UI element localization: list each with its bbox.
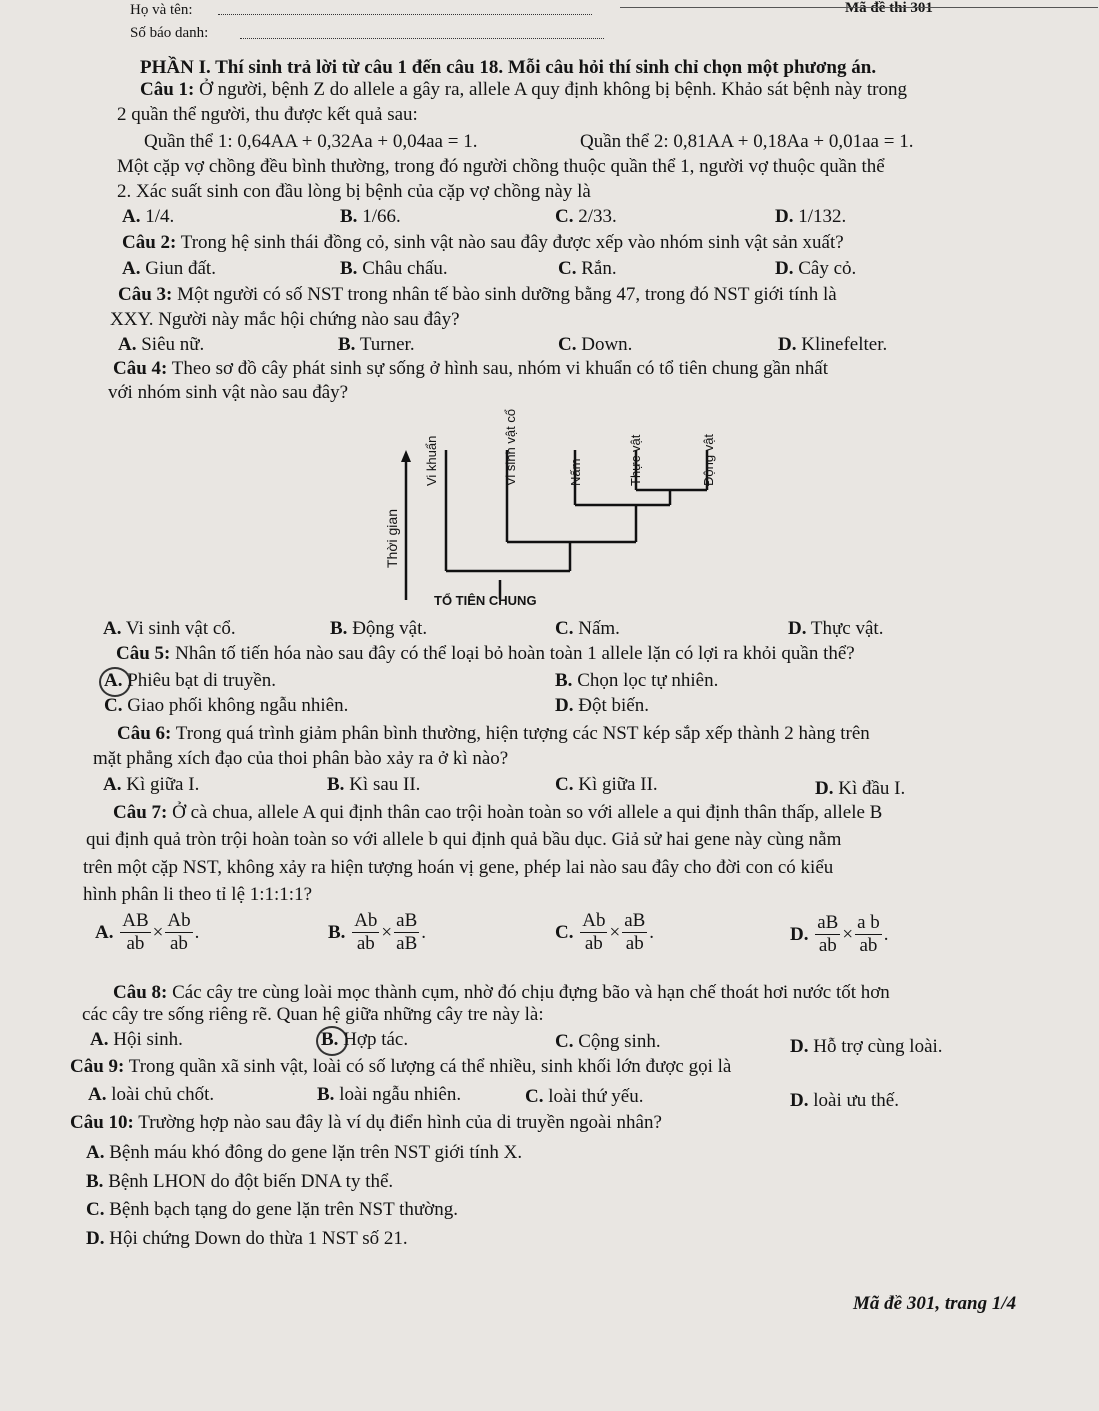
q9-option-a[interactable]: A. loài chủ chốt. — [88, 1084, 215, 1105]
q10-option-d[interactable]: D. Hội chứng Down do thừa 1 NST số 21. — [86, 1228, 408, 1249]
q4-option-d[interactable]: D. Thực vật. — [788, 618, 884, 639]
taxon-animals: Động vật — [701, 433, 716, 486]
q5-line1: Câu 5: Nhân tố tiến hóa nào sau đây có thể loại bỏ hoàn toàn 1 allele lặn có lợi ra khỏi quần thể? — [116, 643, 855, 664]
q7-option-c[interactable]: C. $\frac{Ab}{ab}$ × $\frac{aB}{ab}$ . — [555, 910, 655, 954]
q2-option-a[interactable]: A. Giun đất. — [122, 258, 216, 279]
page-footer: Mã đề 301, trang 1/4 — [853, 1293, 1017, 1314]
q10-option-c[interactable]: C. Bệnh bạch tạng do gene lặn trên NST thường. — [86, 1199, 458, 1220]
q1-option-c[interactable]: C. 2/33. — [555, 206, 617, 227]
q10-option-a[interactable]: A. Bệnh máu khó đông do gene lặn trên NST giới tính X. — [86, 1142, 523, 1163]
taxon-bacteria: Vi khuẩn — [424, 435, 439, 486]
q7-option-d[interactable]: D. $\frac{aB}{ab}$ × $\frac{\text{a b}}{ab}$ . — [790, 912, 889, 956]
q7-line1: Câu 7: Ở cà chua, allele A qui định thân cao trội hoàn toàn so với allele a qui định thân thấp, allele B — [113, 802, 883, 823]
q7-a-frac2: $\frac{Ab}{ab}$ — [167, 910, 191, 954]
time-axis-label: Thời gian — [384, 509, 400, 568]
q9-line1: Câu 9: Trong quần xã sinh vật, loài có số lượng cá thể nhiều, sinh khối lớn được gọi là — [70, 1056, 732, 1077]
q1-line4: 2. Xác suất sinh con đầu lòng bị bệnh của cặp vợ chồng này là — [117, 181, 591, 202]
q3-option-d[interactable]: D. Klinefelter. — [778, 334, 888, 355]
q1-option-d[interactable]: D. 1/132. — [775, 206, 847, 227]
q3-option-c[interactable]: C. Down. — [558, 334, 633, 355]
q3-option-a[interactable]: A. Siêu nữ. — [118, 334, 205, 355]
q1-option-a[interactable]: A. 1/4. — [122, 206, 175, 227]
q7-line4: hình phân li theo tỉ lệ 1:1:1:1? — [83, 884, 313, 905]
q7-d-frac2: $\frac{\text{a b}}{ab}$ — [857, 912, 880, 956]
q6-line2: mặt phẳng xích đạo của thoi phân bào xảy ra ở kì nào? — [93, 748, 509, 769]
q1-line2: 2 quần thể người, thu được kết quả sau: — [117, 104, 418, 125]
q9-option-d[interactable]: D. loài ưu thế. — [790, 1090, 899, 1111]
q7-c-frac1: $\frac{Ab}{ab}$ — [582, 910, 606, 954]
q6-option-b[interactable]: B. Kì sau II. — [327, 774, 421, 795]
q3-line1: Câu 3: Một người có số NST trong nhân tế bào sinh dưỡng bằng 47, trong đó NST giới tính là — [118, 284, 837, 305]
q7-option-a[interactable]: A. $\frac{AB}{ab}$ × $\frac{Ab}{ab}$ . — [95, 910, 200, 954]
q6-option-d[interactable]: D. Kì đầu I. — [815, 778, 906, 799]
q5-option-c[interactable]: C. Giao phối không ngẫu nhiên. — [104, 695, 349, 716]
id-label: Số báo danh: — [130, 25, 209, 41]
q8-option-b[interactable]: B. Hợp tác. — [321, 1029, 409, 1050]
time-axis-arrow — [401, 450, 411, 462]
q7-b-frac2: $\frac{aB}{aB}$ — [396, 910, 418, 954]
q5-option-b[interactable]: B. Chọn lọc tự nhiên. — [555, 670, 719, 691]
q2-option-b[interactable]: B. Châu chấu. — [340, 258, 448, 279]
q1-pop2: Quần thể 2: 0,81AA + 0,18Aa + 0,01aa = 1. — [580, 131, 914, 152]
q2-option-d[interactable]: D. Cây cỏ. — [775, 258, 857, 279]
common-ancestor-label: TỔ TIÊN CHUNG — [434, 593, 537, 608]
q3-option-b[interactable]: B. Turner. — [338, 334, 415, 355]
q8-option-c[interactable]: C. Cộng sinh. — [555, 1031, 661, 1052]
q4-line1: Câu 4: Theo sơ đồ cây phát sinh sự sống ở hình sau, nhóm vi khuẩn có tổ tiên chung gần nhất — [113, 358, 829, 379]
q5-option-a[interactable]: A. Phiêu bạt di truyền. — [104, 670, 277, 691]
q5-option-d[interactable]: D. Đột biến. — [555, 695, 649, 716]
q6-option-c[interactable]: C. Kì giữa II. — [555, 774, 658, 795]
q6-option-a[interactable]: A. Kì giữa I. — [103, 774, 200, 795]
q7-line3: trên một cặp NST, không xảy ra hiện tượng hoán vị gene, phép lai nào sau đây cho đời con có kiểu — [83, 857, 834, 878]
q9-option-b[interactable]: B. loài ngẫu nhiên. — [317, 1084, 462, 1105]
taxon-archaea: Vi sinh vật cổ — [503, 408, 518, 486]
q3-line2: XXY. Người này mắc hội chứng nào sau đây? — [110, 309, 460, 330]
q1-pop1: Quần thể 1: 0,64AA + 0,32Aa + 0,04aa = 1. — [144, 131, 478, 152]
name-label: Họ và tên: — [130, 2, 193, 18]
exam-code-label: Mã đề thi 301 — [845, 0, 933, 16]
q7-a-frac1: $\frac{AB}{ab}$ — [122, 910, 149, 954]
q4-option-c[interactable]: C. Nấm. — [555, 618, 620, 639]
q7-d-frac1: $\frac{aB}{ab}$ — [817, 912, 839, 956]
q4-line2: với nhóm sinh vật nào sau đây? — [108, 382, 349, 403]
section-title: PHẦN I. Thí sinh trả lời từ câu 1 đến câu 18. Mỗi câu hỏi thí sinh chỉ chọn một phương án. — [140, 57, 877, 78]
q6-line1: Câu 6: Trong quá trình giảm phân bình thường, hiện tượng các NST kép sắp xếp thành 2 hàng trên — [117, 723, 870, 744]
q7-b-frac1: $\frac{Ab}{ab}$ — [354, 910, 378, 954]
q7-line2: qui định quả tròn trội hoàn toàn so với allele b qui định quả bầu dục. Giả sử hai gene này cùng nằm — [86, 829, 842, 850]
q4-option-b[interactable]: B. Động vật. — [330, 618, 428, 639]
taxon-plants: Thực vật — [628, 434, 643, 486]
q2-option-c[interactable]: C. Rắn. — [558, 258, 617, 279]
q8-line2: các cây tre sống riêng rẽ. Quan hệ giữa những cây tre này là: — [82, 1004, 544, 1025]
q7-option-b[interactable]: B. $\frac{Ab}{ab}$ × $\frac{aB}{aB}$ . — [328, 910, 426, 954]
q1-line1: Câu 1: Ở người, bệnh Z do allele a gây ra, allele A quy định không bị bệnh. Khảo sát bệnh này trong — [140, 79, 908, 100]
q10-line1: Câu 10: Trường hợp nào sau đây là ví dụ điển hình của di truyền ngoài nhân? — [70, 1112, 662, 1133]
q1-option-b[interactable]: B. 1/66. — [340, 206, 401, 227]
q9-option-c[interactable]: C. loài thứ yếu. — [525, 1086, 644, 1107]
q8-option-d[interactable]: D. Hỗ trợ cùng loài. — [790, 1036, 943, 1057]
q10-option-b[interactable]: B. Bệnh LHON do đột biến DNA ty thể. — [86, 1171, 394, 1192]
q4-option-a[interactable]: A. Vi sinh vật cổ. — [103, 618, 236, 639]
taxon-fungi: Nấm — [568, 458, 583, 486]
q7-c-frac2: $\frac{aB}{ab}$ — [624, 910, 646, 954]
q8-option-a[interactable]: A. Hội sinh. — [90, 1029, 183, 1050]
q2-line1: Câu 2: Trong hệ sinh thái đồng cỏ, sinh vật nào sau đây được xếp vào nhóm sinh vật sản xuất? — [122, 232, 844, 253]
q1-line3: Một cặp vợ chồng đều bình thường, trong đó người chồng thuộc quần thể 1, người vợ thuộc quần thể — [117, 156, 885, 177]
q8-line1: Câu 8: Các cây tre cùng loài mọc thành cụm, nhờ đó chịu đựng bão và hạn chế thoát hơi nước tốt hơn — [113, 982, 890, 1003]
